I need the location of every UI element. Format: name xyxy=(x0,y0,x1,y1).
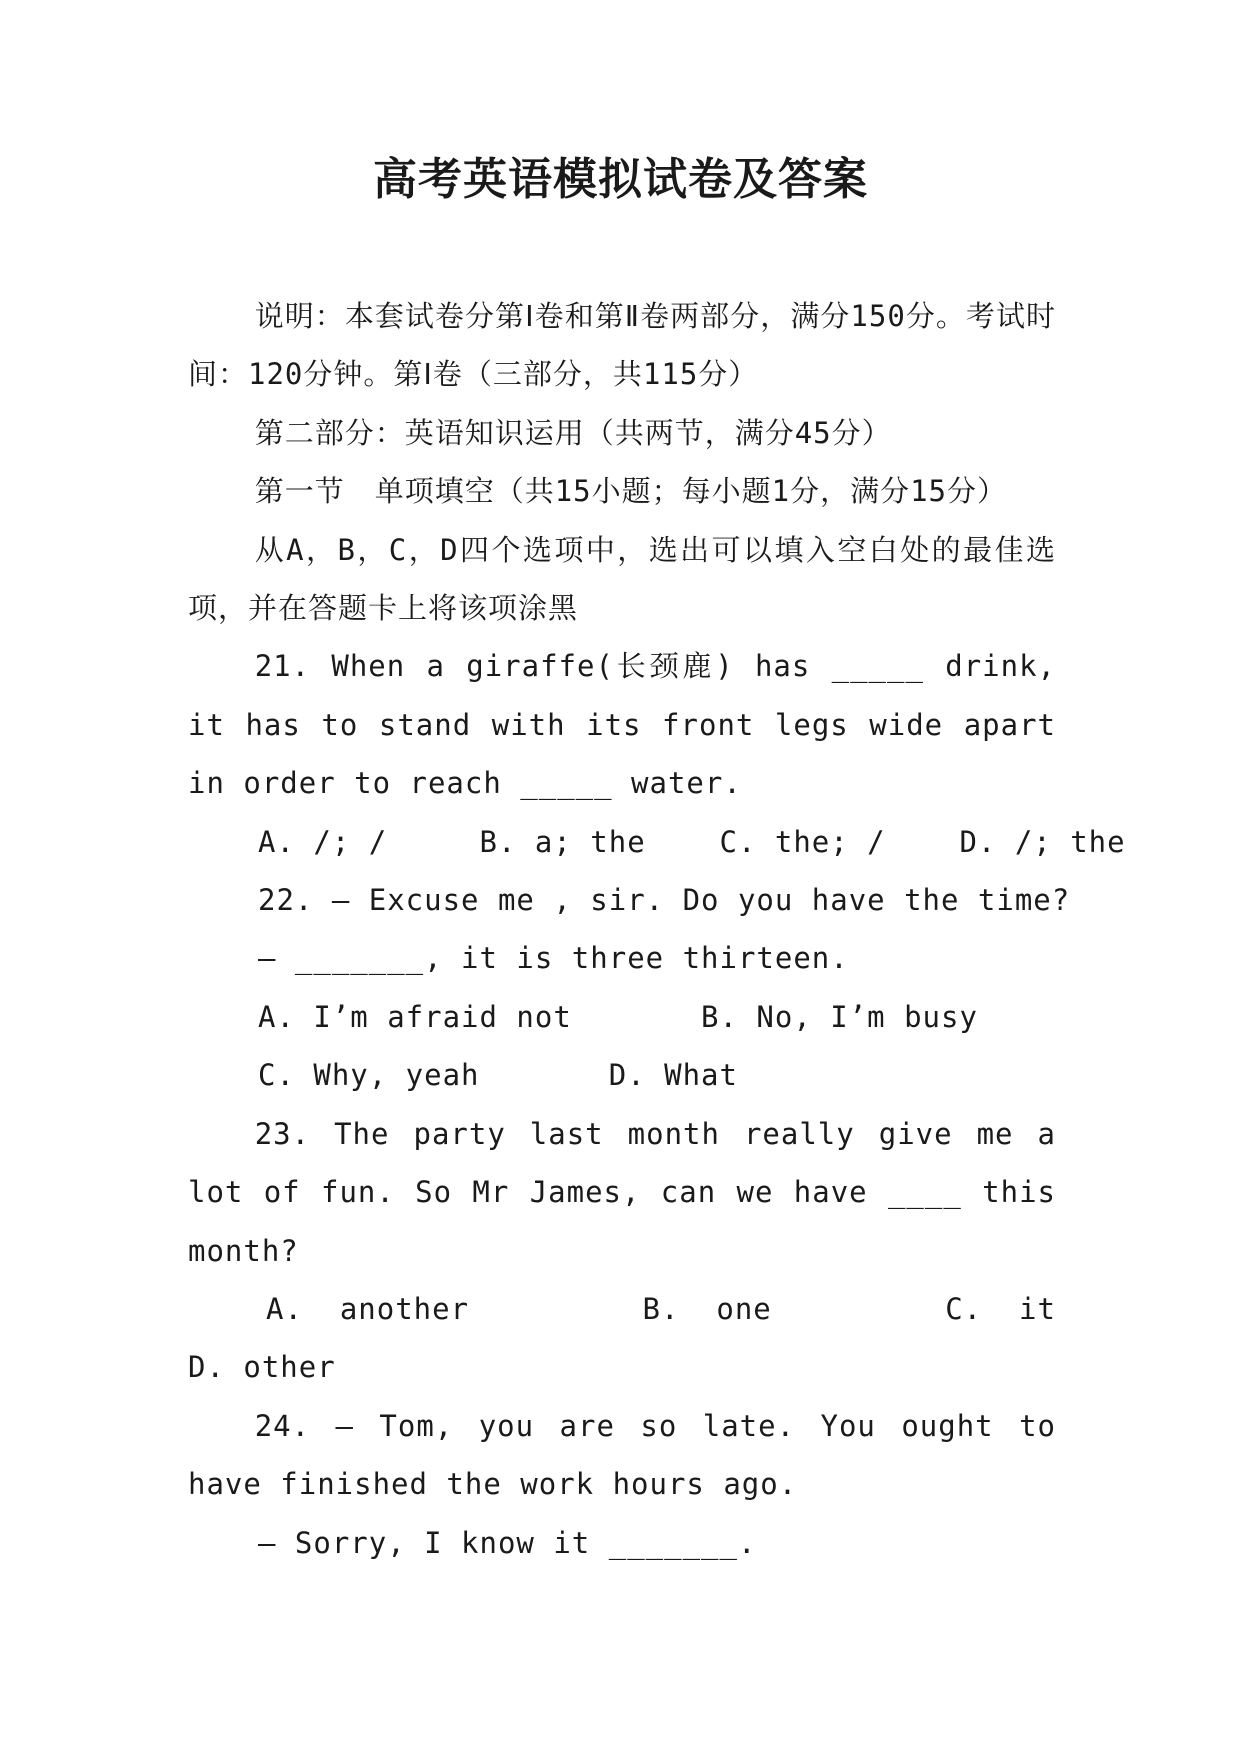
question-23-option-b: B. one xyxy=(642,1291,772,1326)
question-23-option-a: A. another xyxy=(266,1291,470,1326)
question-23-option-d: D. other xyxy=(188,1350,336,1385)
section-directions: 从A，B，C，D四个选项中，选出可以填入空白处的最佳选项，并在答题卡上将该项涂黑 xyxy=(188,532,1056,626)
question-23-options-row xyxy=(188,1280,1056,1338)
question-23-stem: 23. The party last month really give me a lot of fun. So Mr James, can we have ____ this month? xyxy=(188,1116,1056,1268)
intro-instructions: 说明：本套试卷分第Ⅰ卷和第Ⅱ卷两部分，满分150分。考试时间：120分钟。第Ⅰ卷（三部分，共115分） xyxy=(188,299,1056,392)
question-24-reply: — Sorry, I know it _______. xyxy=(258,1525,757,1560)
question-21-stem: 21. When a giraffe(长颈鹿) has _____ drink, it has to stand with its front legs wide apart in order to reach _____ water. xyxy=(188,649,1056,801)
question-22-options-line1: A. I’m afraid not B. No, I’m busy xyxy=(258,999,978,1034)
document-body xyxy=(188,287,1126,1572)
section-heading-part2: 第二部分：英语知识运用（共两节，满分45分） xyxy=(254,415,892,450)
question-22-stem: 22. — Excuse me , sir. Do you have the time? xyxy=(258,883,1071,918)
question-22-options-line2: C. Why, yeah D. What xyxy=(258,1058,738,1093)
question-24-stem: 24. — Tom, you are so late. You ought to have finished the work hours ago. xyxy=(188,1408,1056,1502)
question-21-options: A. /; / B. a; the C. the; / D. /; the xyxy=(258,824,1126,859)
section-heading-single-choice: 第一节 单项填空（共15小题；每小题1分，满分15分） xyxy=(254,474,1007,509)
page-title: 高考英语模拟试卷及答案 xyxy=(373,154,868,205)
question-23-option-c: C. it xyxy=(945,1291,1056,1326)
question-22-reply: — _______, it is three thirteen. xyxy=(258,941,849,976)
